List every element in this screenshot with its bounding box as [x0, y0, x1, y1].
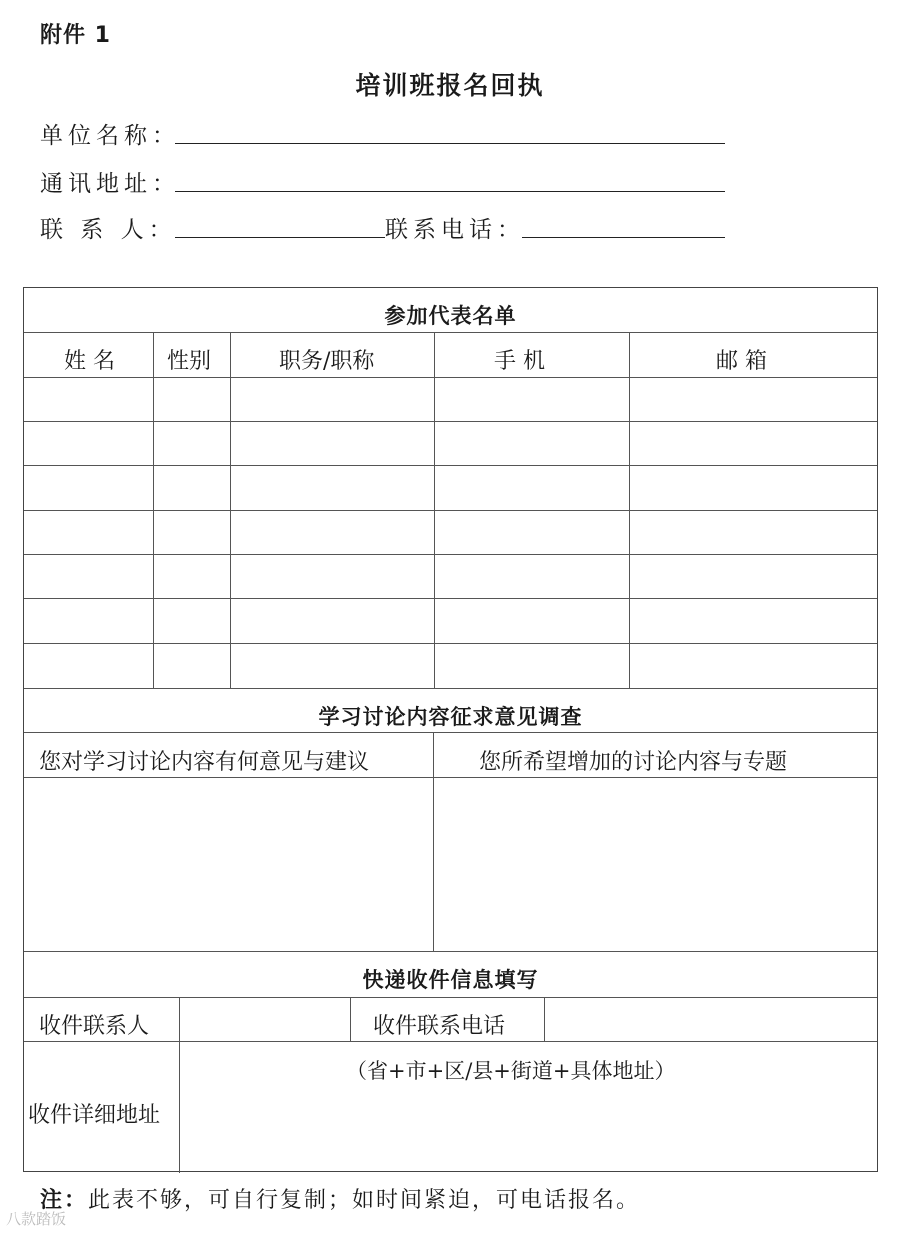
header-mobile: 手 机 — [494, 349, 545, 374]
address-label: 通讯地址： — [40, 171, 180, 197]
table-row[interactable] — [24, 643, 877, 644]
table-row[interactable] — [24, 465, 877, 466]
table-row[interactable] — [24, 510, 877, 511]
header-position: 职务/职称 — [279, 349, 375, 374]
survey-topics-label: 您所希望增加的讨论内容与专题 — [479, 750, 788, 775]
address-detail-input[interactable] — [180, 1042, 877, 1171]
divider — [24, 688, 877, 689]
page-title: 培训班报名回执 — [355, 71, 545, 100]
column-divider — [434, 332, 435, 688]
contact-person-label: 联 系 人： — [40, 217, 177, 243]
table-row[interactable] — [24, 598, 877, 599]
contact-phone-line[interactable] — [522, 237, 725, 238]
column-divider — [629, 332, 630, 688]
divider — [24, 732, 877, 733]
address-line[interactable] — [175, 191, 725, 192]
contact-person-line[interactable] — [175, 237, 385, 238]
recipient-label: 收件联系人 — [39, 1014, 150, 1039]
table-row[interactable] — [24, 554, 877, 555]
participants-section-title: 参加代表名单 — [384, 304, 517, 328]
recipient-phone-input[interactable] — [545, 997, 877, 1041]
note-prefix: 注： — [40, 1188, 89, 1213]
table-row[interactable] — [24, 421, 877, 422]
unit-name-label: 单位名称： — [40, 123, 180, 149]
contact-phone-label: 联系电话： — [385, 217, 525, 243]
recipient-input[interactable] — [180, 997, 350, 1041]
divider — [24, 332, 877, 333]
unit-name-line[interactable] — [175, 143, 725, 144]
registration-table — [23, 287, 878, 1172]
divider — [24, 951, 877, 952]
survey-section-title: 学习讨论内容征求意见调查 — [318, 705, 583, 729]
recipient-phone-label: 收件联系电话 — [373, 1014, 506, 1039]
attachment-label: 附件 1 — [40, 23, 111, 48]
express-section-title: 快递收件信息填写 — [362, 968, 539, 992]
suggestions-input-area[interactable] — [24, 777, 433, 951]
topics-input-area[interactable] — [434, 777, 877, 951]
watermark: 八款踏饭 — [6, 1210, 67, 1228]
header-email: 邮 箱 — [716, 349, 767, 374]
divider — [24, 377, 877, 378]
header-name: 姓 名 — [64, 349, 115, 374]
survey-suggestions-label: 您对学习讨论内容有何意见与建议 — [39, 750, 370, 775]
note-text: 此表不够，可自行复制；如时间紧迫，可电话报名。 — [88, 1188, 641, 1213]
header-gender: 性别 — [167, 349, 212, 374]
column-divider — [230, 332, 231, 688]
address-hint: （省+市+区/县+街道+具体地址） — [346, 1059, 676, 1083]
address-detail-label: 收件详细地址 — [28, 1103, 161, 1128]
column-divider — [153, 332, 154, 688]
column-divider — [350, 997, 351, 1041]
footnote — [40, 1183, 640, 1214]
